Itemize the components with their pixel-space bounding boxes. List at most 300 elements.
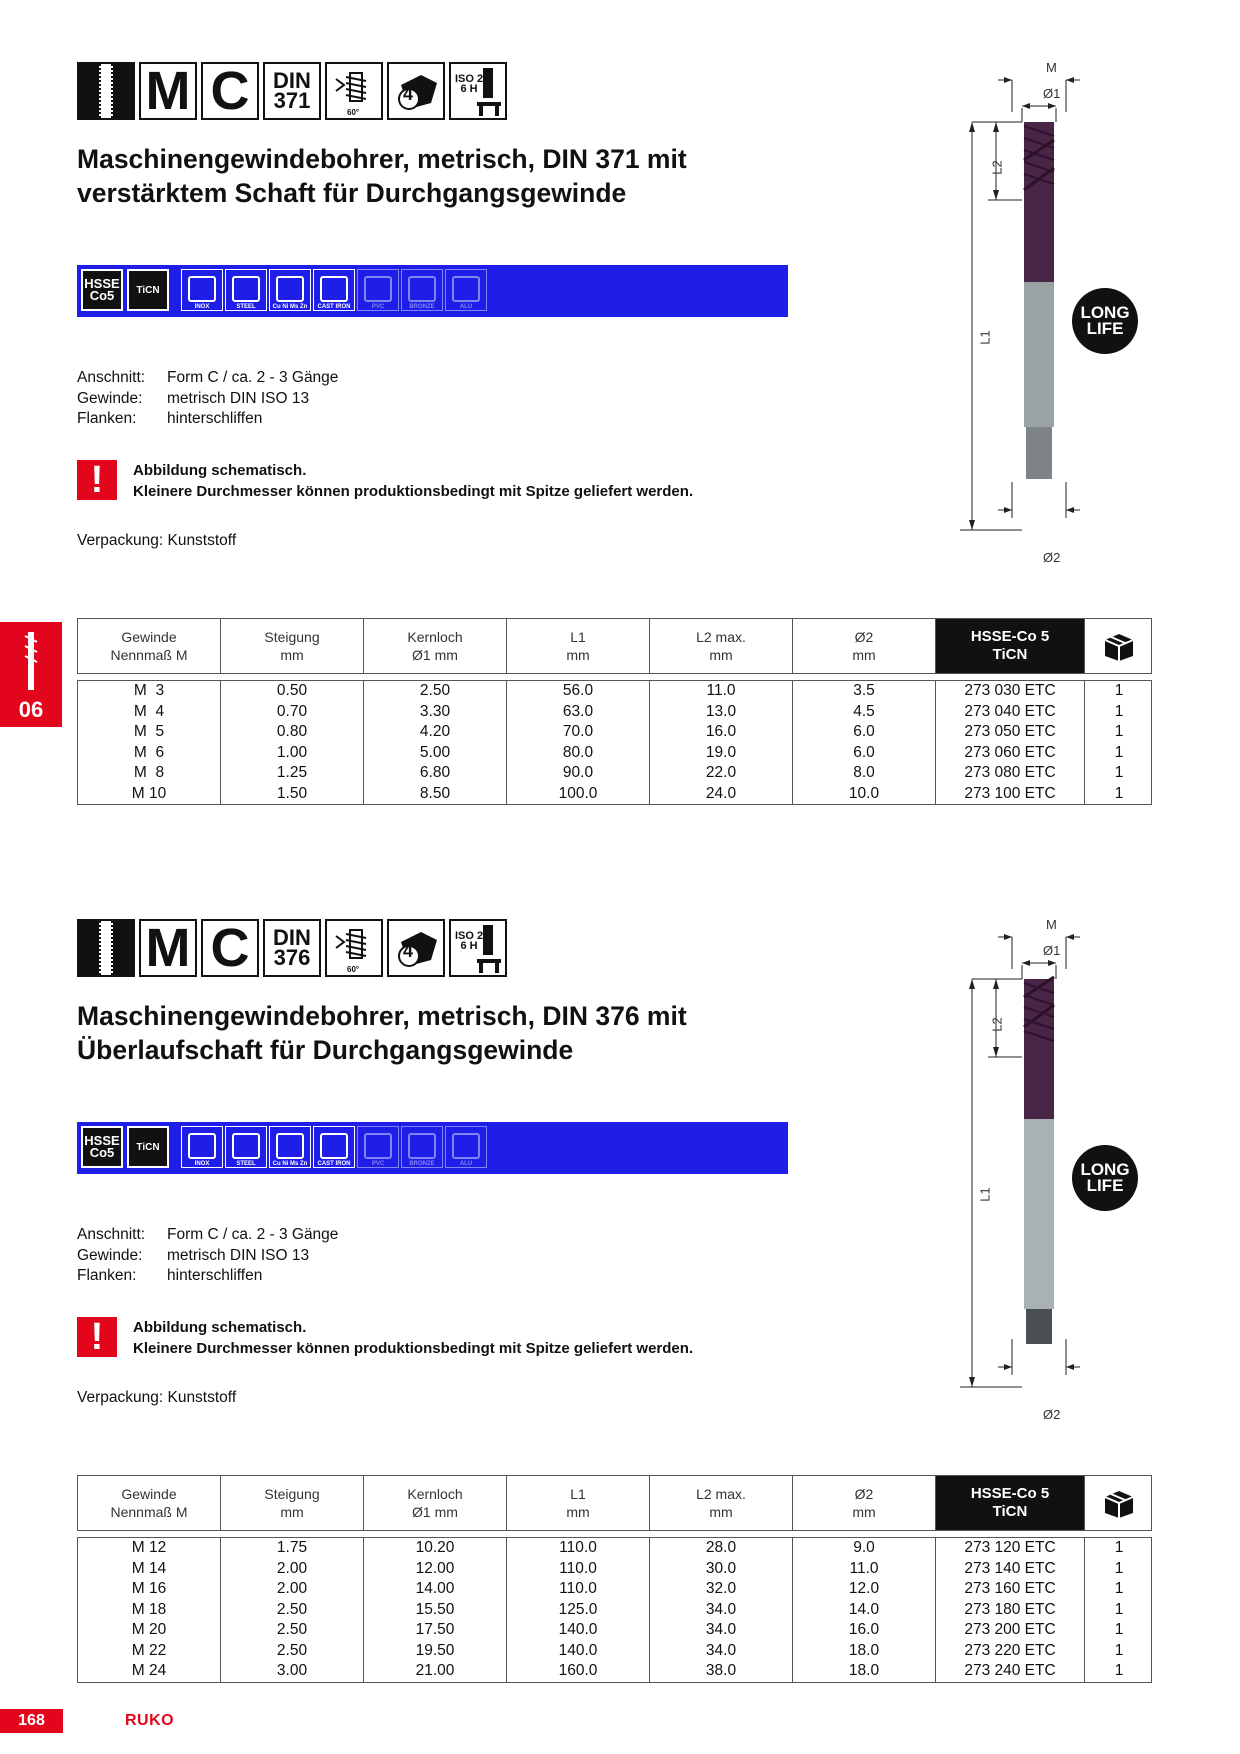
table-cell: 10.0 — [793, 784, 936, 805]
header-line-1: Ø2 — [854, 1486, 874, 1502]
table-cell: 38.0 — [650, 1661, 793, 1682]
table-cell: 1 — [1114, 682, 1124, 699]
table-cell: M 6 — [78, 743, 221, 764]
column-header — [78, 1476, 221, 1530]
material-icon-0 — [181, 269, 223, 311]
through-hole-icon — [475, 923, 503, 975]
angle-label: 60° — [347, 965, 360, 974]
table-cell: 12.0 — [793, 1579, 936, 1600]
table-header — [77, 1475, 1152, 1531]
table-cell: 1 — [1114, 702, 1124, 720]
table-row[interactable] — [78, 1661, 1151, 1682]
dim-m-label: M — [1046, 917, 1057, 932]
material-label: STEEL — [236, 304, 256, 310]
column-header — [364, 619, 507, 673]
table-cell: 273 220 ETC — [936, 1641, 1085, 1662]
table-cell: 19.0 — [650, 743, 793, 764]
table-cell: M 12 — [78, 1538, 221, 1559]
din-number: 376 — [273, 945, 311, 970]
column-header — [650, 619, 793, 673]
table-cell: 30.0 — [650, 1559, 793, 1580]
chapter-number: 06 — [18, 697, 44, 722]
product-title — [77, 142, 817, 210]
table-cell: 1 — [1114, 1539, 1124, 1556]
header-line-2: mm — [566, 647, 590, 663]
table-cell: 18.0 — [793, 1641, 936, 1662]
iso-class: ISO 2 — [455, 930, 484, 942]
product-table — [77, 680, 1152, 805]
warning-line-2: Kleinere Durchmesser können produktionsbedingt mit Spitze geliefert werden. — [133, 1340, 694, 1357]
iso-tolerance: 6 H — [460, 940, 478, 952]
hsse-label: HSSE — [84, 1133, 120, 1148]
table-cell: 17.50 — [364, 1620, 507, 1641]
header-line-1: L1 — [570, 629, 586, 645]
column-header — [793, 619, 936, 673]
table-cell: 56.0 — [507, 681, 650, 702]
warning-icon: ! — [77, 460, 117, 500]
material-label: BRONZE — [409, 304, 435, 310]
table-cell: 273 120 ETC — [936, 1538, 1085, 1559]
material-icon-1 — [225, 1126, 267, 1168]
thread-angle-icon — [325, 919, 383, 977]
flute-count: 4 — [403, 941, 414, 961]
brand-logo: RUKO — [125, 1712, 175, 1729]
spec-key: Anschnitt: — [77, 369, 146, 386]
table-cell: 1.25 — [221, 763, 364, 784]
material-icon-0 — [181, 1126, 223, 1168]
table-cell: 273 140 ETC — [936, 1559, 1085, 1580]
dim-m-label: M — [1046, 60, 1057, 75]
tolerance-icon — [449, 919, 507, 977]
din-label: DIN — [273, 68, 311, 93]
din-standard-icon — [263, 919, 321, 977]
header-line-2: mm — [709, 647, 733, 663]
material-icon-2 — [269, 269, 311, 311]
material-icon-3 — [313, 269, 355, 311]
column-header — [221, 1476, 364, 1530]
table-cell: 34.0 — [650, 1620, 793, 1641]
table-cell: 273 100 ETC — [936, 784, 1085, 805]
through-hole-icon — [475, 66, 503, 118]
metric-icon — [139, 919, 197, 977]
long-life-line-2: LIFE — [1086, 1176, 1124, 1195]
table-cell: 14.0 — [793, 1600, 936, 1621]
column-header — [221, 619, 364, 673]
spec-row — [77, 389, 338, 410]
table-cell: M 22 — [78, 1641, 221, 1662]
spec-list — [77, 368, 338, 430]
header-line-2: TiCN — [992, 1503, 1028, 1520]
long-life-line-1: LONG — [1080, 303, 1130, 322]
table-cell: M 18 — [78, 1600, 221, 1621]
table-cell: 273 160 ETC — [936, 1579, 1085, 1600]
chapter-tab[interactable] — [0, 622, 62, 727]
table-cell: 2.00 — [221, 1579, 364, 1600]
header-line-1: L2 max. — [696, 629, 746, 645]
iso-class: ISO 2 — [455, 73, 484, 85]
table-cell: 34.0 — [650, 1641, 793, 1662]
material-list — [181, 1126, 487, 1168]
table-cell: 0.80 — [221, 722, 364, 743]
table-cell: 140.0 — [507, 1641, 650, 1662]
material-icon-3 — [313, 1126, 355, 1168]
dim-l2-label: L2 — [989, 160, 1005, 175]
warning-line-1: Abbildung schematisch. — [133, 462, 307, 479]
material-icon-2 — [269, 1126, 311, 1168]
material-label: CAST IRON — [317, 1161, 351, 1167]
material-label: ALU — [459, 304, 473, 310]
table-cell: 1 — [1114, 1621, 1124, 1638]
co5-label: Co5 — [89, 288, 115, 303]
header-line-1: HSSE-Co 5 — [970, 1485, 1050, 1502]
header-line-1: L1 — [570, 1486, 586, 1502]
thread-profile-icon — [334, 71, 374, 111]
table-cell: 4.20 — [364, 722, 507, 743]
header-line-2: Nennmaß M — [110, 1504, 188, 1520]
spec-list — [77, 1225, 338, 1287]
box-icon — [1101, 630, 1137, 662]
header-line-1: Kernloch — [407, 1486, 463, 1502]
spec-value: metrisch DIN ISO 13 — [167, 389, 310, 407]
material-label: BRONZE — [409, 1161, 435, 1167]
spec-value: Form C / ca. 2 - 3 Gänge — [167, 1226, 339, 1243]
table-cell: 273 030 ETC — [936, 681, 1085, 702]
tap-type-icon — [77, 919, 135, 977]
material-icon-5 — [401, 1126, 443, 1168]
column-header — [507, 1476, 650, 1530]
table-cell: 6.0 — [793, 722, 936, 743]
table-cell: 16.0 — [793, 1620, 936, 1641]
table-row[interactable] — [78, 722, 1151, 743]
column-header — [793, 1476, 936, 1530]
spec-value: hinterschliffen — [167, 410, 263, 427]
table-cell: 24.0 — [650, 784, 793, 805]
spec-key: Gewinde: — [77, 1246, 143, 1264]
spec-key: Flanken: — [77, 410, 137, 427]
table-cell: 90.0 — [507, 763, 650, 784]
chamfer-form-icon — [201, 919, 259, 977]
table-cell: 1 — [1114, 1559, 1124, 1577]
table-cell: 8.50 — [364, 784, 507, 805]
table-cell: 110.0 — [507, 1579, 650, 1600]
page-number: 168 — [0, 1709, 63, 1733]
flute-count: 4 — [403, 84, 414, 104]
drill-icon — [21, 632, 41, 692]
table-cell: 1.75 — [221, 1538, 364, 1559]
table-cell: 80.0 — [507, 743, 650, 764]
tolerance-icon — [449, 62, 507, 120]
table-cell: 28.0 — [650, 1538, 793, 1559]
header-line-1: Steigung — [264, 1486, 320, 1502]
table-cell: M 5 — [78, 722, 221, 743]
packaging-note: Verpackung: Kunststoff — [77, 532, 237, 549]
title-line-2: verstärktem Schaft für Durchgangsgewinde — [77, 178, 627, 208]
table-row[interactable] — [78, 681, 1151, 702]
table-row[interactable] — [78, 1600, 1151, 1621]
table-cell: M 14 — [78, 1559, 221, 1580]
packaging-note: Verpackung: Kunststoff — [77, 1389, 237, 1406]
chamfer-letter: C — [210, 918, 250, 978]
header-line-1: L2 max. — [696, 1486, 746, 1502]
spec-key: Anschnitt: — [77, 1226, 146, 1243]
coating-badge — [127, 269, 169, 311]
table-cell: 8.0 — [793, 763, 936, 784]
table-cell: 4.5 — [793, 702, 936, 723]
table-cell: 3.5 — [793, 681, 936, 702]
table-row[interactable] — [78, 784, 1151, 805]
dim-l1-label: L1 — [977, 1187, 993, 1202]
table-cell: 1 — [1114, 723, 1124, 740]
table-row[interactable] — [78, 763, 1151, 784]
material-label: STEEL — [236, 1161, 256, 1167]
feature-icon-strip — [77, 919, 507, 981]
material-icon-6 — [445, 1126, 487, 1168]
warning-line-2: Kleinere Durchmesser können produktionsbedingt mit Spitze geliefert werden. — [133, 483, 694, 500]
coating-label: TiCN — [136, 1141, 160, 1153]
iso-tolerance: 6 H — [460, 83, 478, 95]
table-cell: 140.0 — [507, 1620, 650, 1641]
dim-d2-label: Ø2 — [1043, 550, 1061, 565]
table-cell: 273 180 ETC — [936, 1600, 1085, 1621]
material-label: PVC — [371, 1161, 385, 1167]
material-label: ALU — [459, 1161, 473, 1167]
header-line-1: HSSE-Co 5 — [970, 628, 1050, 645]
header-line-2: Ø1 mm — [412, 647, 458, 663]
product-title — [77, 999, 817, 1067]
angle-label: 60° — [347, 108, 360, 117]
material-label: Cu Ni Ms Zn — [272, 1161, 308, 1167]
title-line-1: Maschinengewindebohrer, metrisch, DIN 371 mit — [77, 144, 687, 174]
material-icon-5 — [401, 269, 443, 311]
column-header — [650, 1476, 793, 1530]
material-icon-6 — [445, 269, 487, 311]
table-cell: 6.80 — [364, 763, 507, 784]
dim-l1-label: L1 — [977, 330, 993, 345]
header-line-1: Gewinde — [121, 629, 177, 645]
table-cell: 10.20 — [364, 1538, 507, 1559]
table-cell: M 24 — [78, 1661, 221, 1682]
table-cell: M 10 — [78, 784, 221, 805]
material-label: INOX — [194, 1161, 210, 1167]
header-line-1: Ø2 — [854, 629, 874, 645]
column-header — [936, 619, 1085, 673]
title-line-2: Überlaufschaft für Durchgangsgewinde — [77, 1035, 574, 1065]
header-line-2: mm — [566, 1504, 590, 1520]
long-life-badge — [1072, 1145, 1138, 1211]
header-line-2: mm — [280, 647, 304, 663]
warning-icon: ! — [77, 1317, 117, 1357]
flute-shape-icon — [391, 926, 441, 970]
table-cell: 5.00 — [364, 743, 507, 764]
flute-count-icon — [387, 62, 445, 120]
chamfer-form-icon — [201, 62, 259, 120]
table-cell: M 8 — [78, 763, 221, 784]
table-row[interactable] — [78, 743, 1151, 764]
long-life-line-1: LONG — [1080, 1160, 1130, 1179]
flute-shape-icon — [391, 69, 441, 113]
spec-value: Form C / ca. 2 - 3 Gänge — [167, 369, 339, 386]
table-cell: 6.0 — [793, 743, 936, 764]
header-line-2: TiCN — [992, 646, 1028, 663]
table-row[interactable] — [78, 702, 1151, 723]
table-cell: 9.0 — [793, 1538, 936, 1559]
column-header — [78, 619, 221, 673]
box-icon — [1101, 1487, 1137, 1519]
warning-text — [133, 1317, 693, 1359]
dim-d2-label: Ø2 — [1043, 1407, 1061, 1422]
title-line-1: Maschinengewindebohrer, metrisch, DIN 376 mit — [77, 1001, 687, 1031]
table-cell: 15.50 — [364, 1600, 507, 1621]
table-cell: 63.0 — [507, 702, 650, 723]
table-cell: 1 — [1114, 1600, 1124, 1618]
table-cell: M 16 — [78, 1579, 221, 1600]
table-cell: 1 — [1114, 743, 1124, 761]
metric-letter: M — [145, 61, 191, 121]
column-header — [507, 619, 650, 673]
material-label: Cu Ni Ms Zn — [272, 304, 308, 310]
table-cell: 1 — [1114, 784, 1124, 802]
spec-row — [77, 1266, 338, 1287]
metric-letter: M — [145, 918, 191, 978]
material-band — [77, 265, 788, 317]
dim-d1-label: Ø1 — [1043, 86, 1061, 101]
material-label: INOX — [194, 304, 210, 310]
header-line-1: Gewinde — [121, 1486, 177, 1502]
long-life-line-2: LIFE — [1086, 319, 1124, 338]
spec-row — [77, 368, 338, 389]
table-cell: 70.0 — [507, 722, 650, 743]
table-cell: 22.0 — [650, 763, 793, 784]
thread-profile-icon — [334, 928, 374, 968]
table-cell: 2.50 — [221, 1620, 364, 1641]
spec-row — [77, 409, 338, 430]
table-cell: 13.0 — [650, 702, 793, 723]
table-cell: 1 — [1114, 1641, 1124, 1659]
header-line-2: mm — [280, 1504, 304, 1520]
tap-type-icon — [77, 62, 135, 120]
table-cell: 273 060 ETC — [936, 743, 1085, 764]
metric-icon — [139, 62, 197, 120]
table-cell: 2.50 — [221, 1641, 364, 1662]
header-line-1: Kernloch — [407, 629, 463, 645]
table-cell: M 3 — [78, 681, 221, 702]
feature-icon-strip — [77, 62, 507, 124]
table-cell: 2.50 — [221, 1600, 364, 1621]
hsse-co5-badge — [81, 269, 123, 311]
table-cell: 21.00 — [364, 1661, 507, 1682]
table-cell: 2.50 — [364, 681, 507, 702]
flute-count-icon — [387, 919, 445, 977]
table-row[interactable] — [78, 1579, 1151, 1600]
warning-text — [133, 460, 693, 502]
table-cell: 273 040 ETC — [936, 702, 1085, 723]
table-cell: 16.0 — [650, 722, 793, 743]
product-table — [77, 1537, 1152, 1683]
chamfer-letter: C — [210, 61, 250, 121]
material-label: PVC — [371, 304, 385, 310]
material-icon-4 — [357, 1126, 399, 1168]
table-cell: 3.00 — [221, 1661, 364, 1682]
long-life-badge — [1072, 288, 1138, 354]
material-list — [181, 269, 487, 311]
spec-row — [77, 1246, 338, 1267]
dim-d1-label: Ø1 — [1043, 943, 1061, 958]
table-row[interactable] — [78, 1538, 1151, 1559]
package-qty-header — [1085, 619, 1153, 673]
table-cell: 1.50 — [221, 784, 364, 805]
spec-value: metrisch DIN ISO 13 — [167, 1246, 310, 1264]
hsse-label: HSSE — [84, 276, 120, 291]
din-label: DIN — [273, 925, 311, 950]
table-cell: 273 240 ETC — [936, 1661, 1085, 1682]
table-cell: 273 200 ETC — [936, 1620, 1085, 1641]
table-cell: 160.0 — [507, 1661, 650, 1682]
table-cell: 273 080 ETC — [936, 763, 1085, 784]
table-cell: 34.0 — [650, 1600, 793, 1621]
table-cell: 125.0 — [507, 1600, 650, 1621]
table-cell: 11.0 — [793, 1559, 936, 1580]
table-cell: 0.70 — [221, 702, 364, 723]
column-header — [364, 1476, 507, 1530]
spec-row — [77, 1225, 338, 1246]
warning-line-1: Abbildung schematisch. — [133, 1319, 307, 1336]
spec-key: Gewinde: — [77, 389, 143, 407]
table-cell: 11.0 — [650, 681, 793, 702]
co5-label: Co5 — [89, 1145, 115, 1160]
dim-l2-label: L2 — [989, 1017, 1005, 1032]
header-line-2: Ø1 mm — [412, 1504, 458, 1520]
material-icon-4 — [357, 269, 399, 311]
table-cell: 1 — [1114, 1580, 1124, 1597]
din-standard-icon — [263, 62, 321, 120]
table-cell: 273 050 ETC — [936, 722, 1085, 743]
spec-key: Flanken: — [77, 1267, 137, 1284]
table-row[interactable] — [78, 1559, 1151, 1580]
table-cell: 100.0 — [507, 784, 650, 805]
table-cell: 2.00 — [221, 1559, 364, 1580]
table-cell: 32.0 — [650, 1579, 793, 1600]
package-qty-header — [1085, 1476, 1153, 1530]
header-line-2: mm — [852, 1504, 876, 1520]
table-cell: 14.00 — [364, 1579, 507, 1600]
table-row[interactable] — [78, 1641, 1151, 1662]
table-cell: M 20 — [78, 1620, 221, 1641]
table-row[interactable] — [78, 1620, 1151, 1641]
table-cell: 1 — [1114, 1662, 1124, 1679]
table-cell: 110.0 — [507, 1559, 650, 1580]
spec-value: hinterschliffen — [167, 1267, 263, 1284]
table-cell: M 4 — [78, 702, 221, 723]
din-number: 371 — [273, 88, 311, 113]
table-cell: 1 — [1114, 764, 1124, 781]
table-header — [77, 618, 1152, 674]
table-cell: 18.0 — [793, 1661, 936, 1682]
material-icon-1 — [225, 269, 267, 311]
hsse-co5-badge — [81, 1126, 123, 1168]
coating-label: TiCN — [136, 284, 160, 296]
table-cell: 110.0 — [507, 1538, 650, 1559]
thread-angle-icon — [325, 62, 383, 120]
table-cell: 1.00 — [221, 743, 364, 764]
header-line-1: Steigung — [264, 629, 320, 645]
coating-badge — [127, 1126, 169, 1168]
table-cell: 12.00 — [364, 1559, 507, 1580]
header-line-2: Nennmaß M — [110, 647, 188, 663]
column-header — [936, 1476, 1085, 1530]
table-cell: 3.30 — [364, 702, 507, 723]
table-cell: 0.50 — [221, 681, 364, 702]
material-label: CAST IRON — [317, 304, 351, 310]
